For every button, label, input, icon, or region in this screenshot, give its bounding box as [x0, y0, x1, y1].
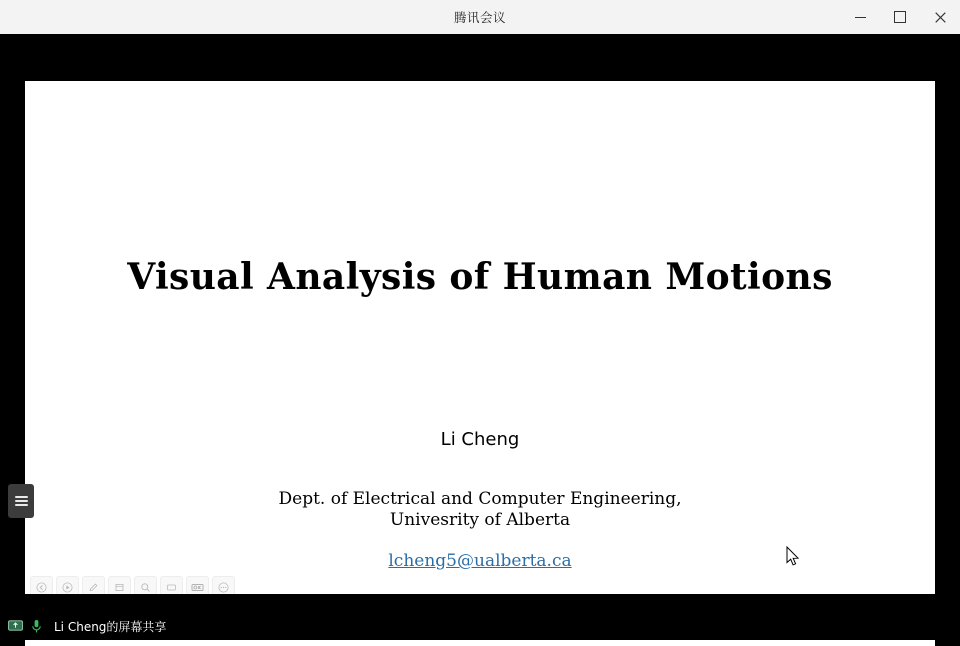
- slide-author: Li Cheng: [440, 429, 520, 450]
- window-title: 腾讯会议: [453, 10, 506, 25]
- share-status-label: Li Cheng的屏幕共享: [54, 619, 167, 634]
- screen-share-icon: [6, 617, 24, 635]
- stage-left-letterbox: [0, 68, 25, 646]
- stage-right-letterbox: [935, 68, 960, 646]
- presentation-slide: [25, 81, 935, 594]
- mouse-cursor: [786, 546, 802, 568]
- minimize-icon: [855, 17, 866, 18]
- maximize-button[interactable]: [880, 0, 920, 34]
- slide-affiliation-line1: Dept. of Electrical and Computer Engineering,: [278, 489, 682, 509]
- participants-panel-toggle[interactable]: [8, 484, 34, 518]
- shared-screen-frame[interactable]: [25, 34, 935, 612]
- list-icon: [15, 494, 28, 508]
- close-icon: [935, 12, 946, 23]
- slide-affiliation: [25, 489, 935, 531]
- minimize-button[interactable]: [840, 0, 880, 34]
- meeting-stage: [0, 34, 960, 612]
- shared-screen-top-band: [25, 34, 935, 81]
- shared-screen-bottom-band: [25, 594, 935, 612]
- window-controls: [840, 0, 960, 34]
- close-button[interactable]: [920, 0, 960, 34]
- slide-affiliation-line2: Univesrity of Alberta: [389, 510, 571, 530]
- share-statusbar: [0, 612, 960, 640]
- window-titlebar: [0, 0, 960, 35]
- maximize-icon: [894, 11, 906, 23]
- microphone-icon[interactable]: [27, 617, 45, 635]
- slide-email-link[interactable]: lcheng5@ualberta.ca: [388, 551, 572, 571]
- slide-title: Visual Analysis of Human Motions: [127, 256, 833, 298]
